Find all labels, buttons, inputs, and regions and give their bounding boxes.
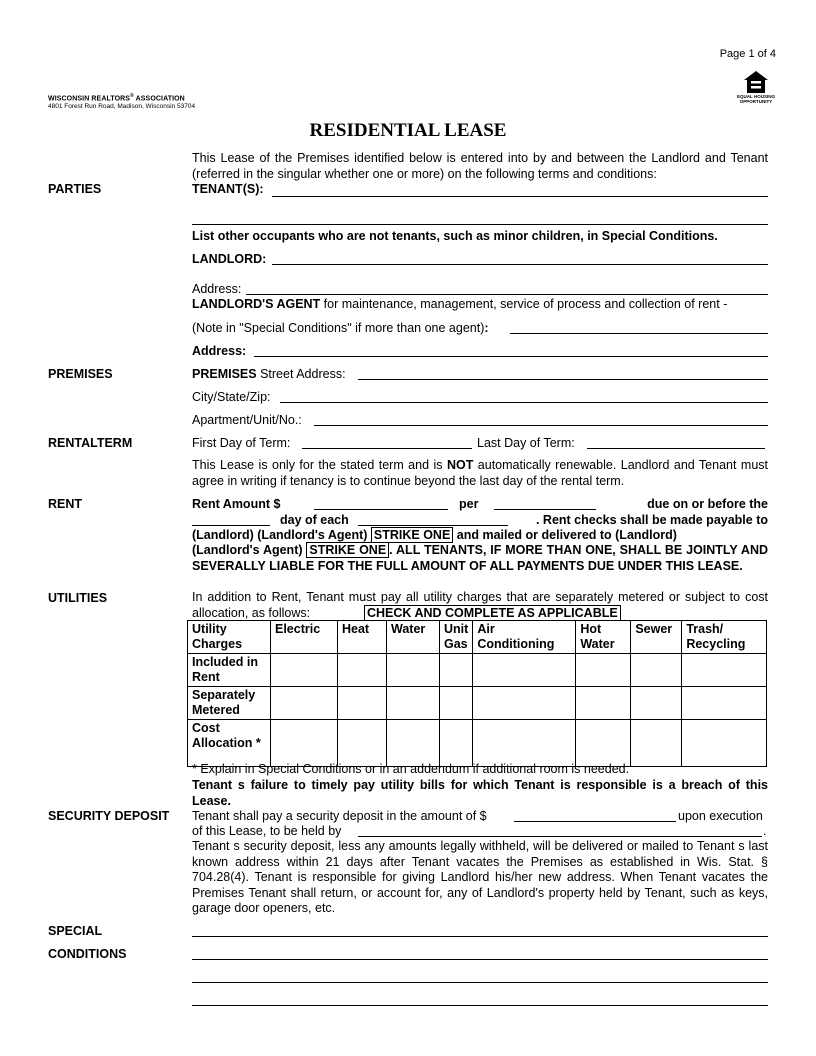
col-trash-recycling: Trash/ Recycling <box>682 621 767 654</box>
checkbox-cell[interactable] <box>440 687 473 720</box>
city-label: City/State/Zip: <box>192 390 271 404</box>
checkbox-cell[interactable] <box>271 654 338 687</box>
checkbox-cell[interactable] <box>473 720 576 767</box>
day-of-each-label: day of each <box>280 513 349 527</box>
utility-charges-table <box>187 620 767 767</box>
org-name <box>48 93 185 102</box>
rent-payable-line <box>192 528 768 544</box>
landlord-field[interactable] <box>272 264 768 265</box>
row-label-cost-allocation: Cost Allocation * <box>188 720 271 767</box>
eho-text-1: EQUAL HOUSING <box>737 94 775 99</box>
agent-note-text: (Note in "Special Conditions" if more than one agent) <box>192 321 485 335</box>
rent-liable-text <box>192 543 768 574</box>
utilities-footnote: * Explain in Special Conditions or in an addendum if additional room is needed. <box>192 762 630 776</box>
checkbox-cell[interactable] <box>338 654 387 687</box>
checkbox-cell[interactable] <box>387 720 440 767</box>
house-icon <box>743 70 769 94</box>
section-label-deposit: SECURITY DEPOSIT <box>48 809 170 823</box>
street-address-label <box>192 367 768 383</box>
checkbox-cell[interactable] <box>576 720 631 767</box>
col-heat: Heat <box>338 621 387 654</box>
agent-note <box>192 321 768 337</box>
org-name-text: WISCONSIN REALTORS <box>48 95 131 103</box>
table-row <box>188 654 767 687</box>
checkbox-cell[interactable] <box>440 654 473 687</box>
document-title: RESIDENTIAL LEASE <box>309 120 507 141</box>
agent-field[interactable] <box>510 333 768 334</box>
rent-checks-text: . Rent checks shall be made payable to <box>535 513 768 527</box>
apt-field[interactable] <box>314 425 768 426</box>
premises-bold: PREMISES <box>192 367 257 381</box>
other-occupants-note: List other occupants who are not tenants, such as minor children, in Special Conditions. <box>192 229 718 243</box>
checkbox-cell[interactable] <box>338 720 387 767</box>
checkbox-cell[interactable] <box>682 654 767 687</box>
deposit-period: . <box>763 824 767 838</box>
deposit-upon-label: upon execution <box>678 809 763 823</box>
checkbox-cell[interactable] <box>682 687 767 720</box>
section-label-conditions: CONDITIONS <box>48 947 127 961</box>
special-conditions-line-1[interactable] <box>192 936 768 937</box>
col-air-conditioning: Air Conditioning <box>473 621 576 654</box>
deposit-held-by-label: of this Lease, to be held by <box>192 824 342 838</box>
section-label-term: RENTALTERM <box>48 436 133 450</box>
rent-mailed: and mailed or delivered to (Landlord) <box>453 528 677 542</box>
agent-text <box>192 297 768 313</box>
table-header-row <box>188 621 767 654</box>
checkbox-cell[interactable] <box>387 654 440 687</box>
eho-text-2: OPPORTUNITY <box>739 99 773 104</box>
agent-label: LANDLORD'S AGENT <box>192 297 321 311</box>
term-text-1: This Lease is only for the stated term and is <box>192 458 447 472</box>
term-text-2: automatically renewable. Landlord and Tenant must agree in writing if tenancy is to continue beyond the last day of the rental term. <box>192 458 768 488</box>
landlord-address-field[interactable] <box>246 294 768 295</box>
check-complete-box: CHECK AND COMPLETE AS APPLICABLE <box>364 605 621 621</box>
last-day-label: Last Day of Term: <box>477 436 575 450</box>
agent-address-field[interactable] <box>254 356 768 357</box>
rent-due-label: due on or before the <box>647 497 768 511</box>
checkbox-cell[interactable] <box>576 687 631 720</box>
rent-agent: (Landlord's Agent) <box>192 543 303 557</box>
street-label: Street Address: <box>256 367 346 381</box>
col-water: Water <box>387 621 440 654</box>
section-label-parties: PARTIES <box>48 182 102 196</box>
org-address: 4801 Forest Run Road, Madison, Wisconsin 53704 <box>48 103 196 110</box>
row-label-included: Included in Rent <box>188 654 271 687</box>
checkbox-cell[interactable] <box>271 720 338 767</box>
tenants-field[interactable] <box>272 196 768 197</box>
section-label-utilities: UTILITIES <box>48 591 108 605</box>
utilities-text-main: In addition to Rent, Tenant must pay all utility charges that are separately metered or subject to cost allocation, as follows: <box>192 590 768 620</box>
checkbox-cell[interactable] <box>387 687 440 720</box>
deposit-text: Tenant s security deposit, less any amounts legally withheld, will be delivered or mailed to Tenant s last known address within 21 days after Tenant vacates the Premises as established in Wis. Stat. § 704.28(4). Tenant is responsible for giving Landlord his/her new address. When Tenant vacates the Premises Tenant shall return, or account for, any of Landlord's property held by Tenant, such as keys, garage door openers, etc. <box>192 839 768 915</box>
checkbox-cell[interactable] <box>473 687 576 720</box>
col-hot-water: Hot Water <box>576 621 631 654</box>
rent-tenants-liable: . ALL TENANTS, IF MORE THAN ONE, SHALL BE JOINTLY AND SEVERALLY LIABLE FOR THE FULL AMOUNT OF ALL PAYMENTS DUE UNDER THIS LEASE. <box>192 543 768 573</box>
term-not: NOT <box>446 458 474 472</box>
checkbox-cell[interactable] <box>682 720 767 767</box>
section-label-special: SPECIAL <box>48 924 103 938</box>
deposit-amount-label: Tenant shall pay a security deposit in the amount of $ <box>192 809 487 823</box>
section-label-premises: PREMISES <box>48 367 113 381</box>
page-number: Page 1 of 4 <box>719 48 776 60</box>
checkbox-cell[interactable] <box>631 687 682 720</box>
term-text <box>192 458 768 489</box>
strike-one-box-2[interactable]: STRIKE ONE <box>306 542 389 558</box>
col-electric: Electric <box>271 621 338 654</box>
row-label-separately-metered: Separately Metered <box>188 687 271 720</box>
table-row <box>188 720 767 767</box>
agent-address-label: Address: <box>192 344 247 358</box>
last-day-field[interactable] <box>587 448 765 449</box>
col-unit-gas: Unit Gas <box>440 621 473 654</box>
checkbox-cell[interactable] <box>576 654 631 687</box>
rent-amount-label: Rent Amount $ <box>192 497 281 511</box>
tenants-label: TENANT(S): <box>192 182 264 196</box>
agent-desc: for maintenance, management, service of process and collection of rent - <box>320 297 728 311</box>
utilities-breach-text: Tenant s failure to timely pay utility bills for which Tenant is responsible is a breach of this Lease. <box>192 778 768 808</box>
city-field[interactable] <box>280 402 768 403</box>
rent-due-day-field[interactable] <box>192 525 270 526</box>
deposit-held-by-field[interactable] <box>358 836 762 837</box>
checkbox-cell[interactable] <box>440 720 473 767</box>
col-sewer: Sewer <box>631 621 682 654</box>
eho-caption <box>737 94 775 104</box>
special-conditions-line-3[interactable] <box>192 982 768 983</box>
first-day-field[interactable] <box>302 448 472 449</box>
col-utility-charges: Utility Charges <box>188 621 271 654</box>
deposit-amount-field[interactable] <box>514 821 676 822</box>
checkbox-cell[interactable] <box>473 654 576 687</box>
agent-note-colon: : <box>484 321 489 335</box>
rent-period-field[interactable] <box>494 509 596 510</box>
section-label-rent: RENT <box>48 497 83 511</box>
checkbox-cell[interactable] <box>271 687 338 720</box>
checkbox-cell[interactable] <box>631 720 682 767</box>
landlord-label: LANDLORD: <box>192 252 267 266</box>
checkbox-cell[interactable] <box>338 687 387 720</box>
registered-mark: ® <box>130 93 134 99</box>
street-address-field[interactable] <box>358 379 768 380</box>
rent-amount-field[interactable] <box>314 509 448 510</box>
org-suffix: ASSOCIATION <box>133 95 185 103</box>
tenants-field-2[interactable] <box>192 224 768 225</box>
strike-one-box-1[interactable]: STRIKE ONE <box>371 527 453 543</box>
rent-per-label: per <box>459 497 479 511</box>
rent-month-field[interactable] <box>358 525 508 526</box>
special-conditions-line-4[interactable] <box>192 1005 768 1006</box>
apt-label: Apartment/Unit/No.: <box>192 413 302 427</box>
first-day-label: First Day of Term: <box>192 436 291 450</box>
rent-payable: (Landlord) (Landlord's Agent) <box>192 528 368 542</box>
table-row <box>188 687 767 720</box>
checkbox-cell[interactable] <box>631 654 682 687</box>
landlord-address-label: Address: <box>192 282 242 296</box>
special-conditions-line-2[interactable] <box>192 959 768 960</box>
intro-text: This Lease of the Premises identified below is entered into by and between the Landlord and Tenant (referred in the singular whether one or more) on the following terms and conditions: <box>192 151 768 181</box>
equal-housing-logo <box>737 70 775 104</box>
